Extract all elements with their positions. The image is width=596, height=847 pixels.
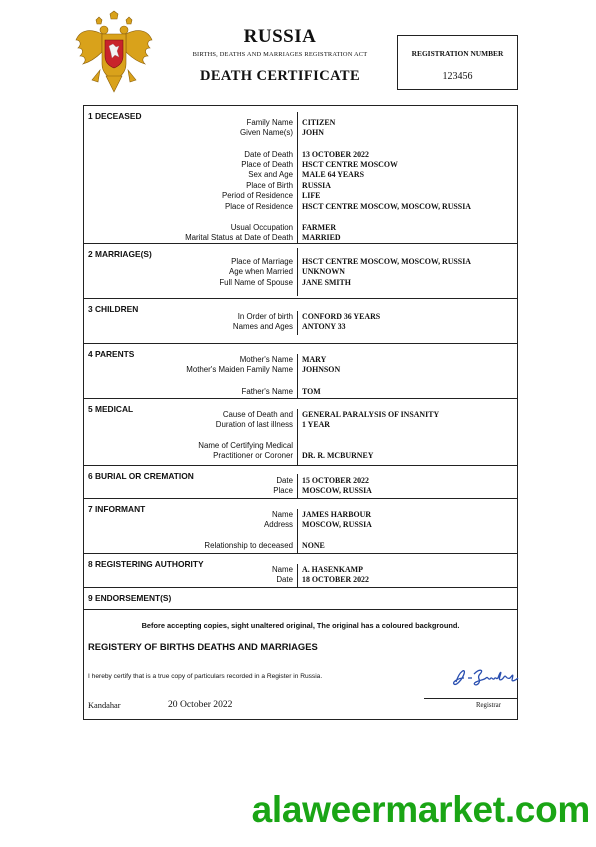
field-label: Place <box>273 486 293 495</box>
field-value: MARRIED <box>302 233 341 242</box>
field-value: NONE <box>302 541 325 550</box>
field-label: Date <box>276 575 293 584</box>
field-row <box>84 322 517 332</box>
registration-label: REGISTRATION NUMBER <box>411 49 504 58</box>
field-value: MALE 64 YEARS <box>302 170 364 179</box>
field-value: HSCT CENTRE MOSCOW, MOSCOW, RUSSIA <box>302 257 471 266</box>
watermark-text: alaweermarket.com <box>251 789 590 830</box>
registrar-label: Registrar <box>476 702 501 709</box>
field-value: JOHNSON <box>302 365 341 374</box>
section-title: 3 CHILDREN <box>88 304 139 314</box>
field-value: TOM <box>302 387 321 396</box>
section-endorsements <box>84 588 517 610</box>
section-marriages <box>84 244 517 299</box>
field-label: Name of Certifying Medical <box>198 441 293 450</box>
field-value: LIFE <box>302 191 321 200</box>
section-medical <box>84 399 517 466</box>
field-value: FARMER <box>302 223 337 232</box>
field-value: MOSCOW, RUSSIA <box>302 520 372 529</box>
field-row <box>84 223 517 233</box>
field-row <box>84 160 517 170</box>
section-children <box>84 299 517 344</box>
section-title: 8 REGISTERING AUTHORITY <box>88 559 204 569</box>
field-value: DR. R. MCBURNEY <box>302 451 374 460</box>
field-row <box>84 365 517 375</box>
field-row <box>84 312 517 322</box>
field-label: Place of Marriage <box>231 257 293 266</box>
section-informant <box>84 499 517 554</box>
field-row <box>84 420 517 430</box>
issue-date: 20 October 2022 <box>168 699 233 710</box>
field-label: Cause of Death and <box>222 410 293 419</box>
field-label: Family Name <box>246 118 293 127</box>
field-label: Relationship to deceased <box>204 541 293 550</box>
field-value: UNKNOWN <box>302 267 345 276</box>
field-label: Duration of last illness <box>215 420 293 429</box>
field-row <box>84 170 517 180</box>
section-burial <box>84 466 517 499</box>
field-value: CONFORD 36 YEARS <box>302 312 381 321</box>
field-value: 1 YEAR <box>302 420 330 429</box>
field-row <box>84 520 517 530</box>
field-label: Place of Death <box>241 160 293 169</box>
field-label: Practitioner or Coroner <box>213 451 293 460</box>
field-row <box>84 233 517 243</box>
field-value: MARY <box>302 355 327 364</box>
field-label: Given Name(s) <box>239 128 293 137</box>
field-value: MOSCOW, RUSSIA <box>302 486 372 495</box>
field-row <box>84 355 517 365</box>
field-row <box>84 150 517 160</box>
field-value: 18 OCTOBER 2022 <box>302 575 369 584</box>
field-label: Names and Ages <box>232 322 293 331</box>
field-value: 13 OCTOBER 2022 <box>302 150 369 159</box>
field-label: Full Name of Spouse <box>219 278 293 287</box>
section-title: 7 INFORMANT <box>88 504 146 514</box>
field-label: Mother's Name <box>239 355 293 364</box>
section-registering-authority <box>84 554 517 588</box>
section-title: 6 BURIAL OR CREMATION <box>88 471 194 481</box>
field-row <box>84 486 517 496</box>
signature-line <box>424 698 517 699</box>
act-subtitle: BIRTHS, DEATHS AND MARRIAGES REGISTRATION ACT <box>192 51 368 58</box>
field-row <box>84 118 517 128</box>
field-value: HSCT CENTRE MOSCOW, MOSCOW, RUSSIA <box>302 202 471 211</box>
field-row <box>84 575 517 585</box>
field-label: Sex and Age <box>248 170 293 179</box>
field-row <box>84 278 517 288</box>
field-value: JOHN <box>302 128 324 137</box>
copy-notice: Before accepting copies, sight unaltered original, The original has a coloured background. <box>141 621 460 630</box>
field-value: A. HASENKAMP <box>302 565 363 574</box>
coat-of-arms-icon <box>74 10 154 96</box>
field-row <box>84 541 517 551</box>
field-label: Marital Status at Date of Death <box>185 233 293 242</box>
field-label: Name <box>271 565 293 574</box>
field-row <box>84 476 517 486</box>
section-title: 2 MARRIAGE(S) <box>88 249 152 259</box>
field-label: Usual Occupation <box>230 223 293 232</box>
section-deceased <box>84 106 517 244</box>
field-value: CITIZEN <box>302 118 336 127</box>
field-row <box>84 267 517 277</box>
field-value: RUSSIA <box>302 181 331 190</box>
field-label: Address <box>264 520 293 529</box>
field-row <box>84 387 517 397</box>
certification-text: I hereby certify that is a true copy of particulars recorded in a Register in Russia. <box>88 673 323 680</box>
section-parents <box>84 344 517 399</box>
field-row <box>84 441 517 451</box>
registry-heading: REGISTERY OF BIRTHS DEATHS AND MARRIAGES <box>88 641 318 652</box>
field-value: 15 OCTOBER 2022 <box>302 476 369 485</box>
field-row <box>84 191 517 201</box>
registration-number: 123456 <box>442 71 473 82</box>
section-title: 1 DECEASED <box>88 111 142 121</box>
field-label: Date of Death <box>244 150 293 159</box>
certificate-title: DEATH CERTIFICATE <box>199 68 361 84</box>
field-row <box>84 510 517 520</box>
field-row <box>84 410 517 420</box>
field-row <box>84 128 517 138</box>
field-value: GENERAL PARALYSIS OF INSANITY <box>302 410 440 419</box>
field-label: Date <box>276 476 293 485</box>
field-row <box>84 451 517 461</box>
field-value: HSCT CENTRE MOSCOW <box>302 160 398 169</box>
section-title: 4 PARENTS <box>88 349 135 359</box>
handwritten-signature <box>450 664 520 690</box>
field-label: Mother's Maiden Family Name <box>186 365 293 374</box>
field-label: Period of Residence <box>221 191 293 200</box>
field-label: Place of Birth <box>246 181 293 190</box>
section-title: 5 MEDICAL <box>88 404 134 414</box>
field-row <box>84 257 517 267</box>
field-row <box>84 565 517 575</box>
field-label: Father's Name <box>241 387 293 396</box>
field-label: Place of Residence <box>225 202 293 211</box>
field-value: JANE SMITH <box>302 278 351 287</box>
field-row <box>84 202 517 212</box>
country-title: RUSSIA <box>243 26 317 47</box>
field-label: Age when Married <box>228 267 293 276</box>
field-label: In Order of birth <box>237 312 293 321</box>
field-value: ANTONY 33 <box>302 322 346 331</box>
registration-box <box>397 35 518 90</box>
field-value: JAMES HARBOUR <box>302 510 372 519</box>
field-row <box>84 181 517 191</box>
issue-place: Kandahar <box>88 701 121 710</box>
field-label: Name <box>271 510 293 519</box>
certificate-form <box>83 105 518 720</box>
section-title: 9 ENDORSEMENT(S) <box>88 593 172 603</box>
